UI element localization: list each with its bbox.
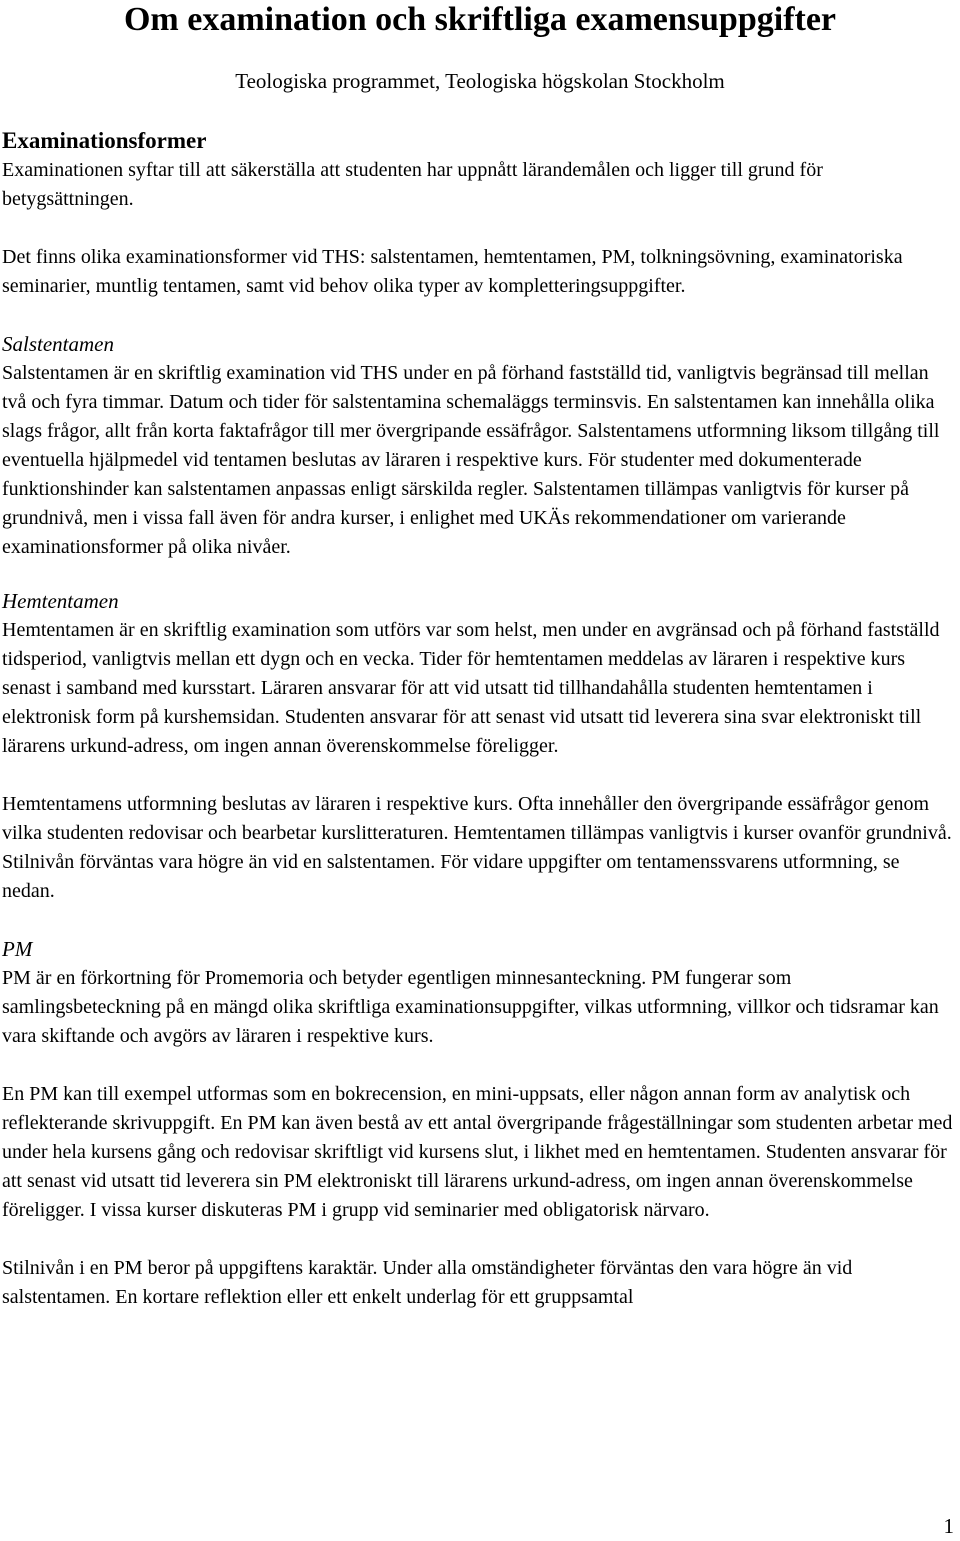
document-title: Om examination och skriftliga examensuppgifter — [123, 1, 837, 38]
paragraph-hemtentamen-1: Hemtentamen är en skriftlig examination som utförs var som helst, men under en avgränsad och på förhand fastställd tidsperiod, vanligtvis mellan ett dygn och en vecka. Tider för hemtentamen meddelas av läraren i respektive kurs senast i samband med kursstart. Läraren ansvarar för att vid utsatt tid tillhandahålla studenten hemtentamen i elektronisk form på kurshemsidan. Studenten ansvarar för att senast vid utsatt tid leverera sina svar elektroniskt till lärarens urkund-adress, om ingen annan överenskommelse föreligger. — [2, 619, 940, 757]
document-body — [2, 126, 954, 1312]
heading-salstentamen: Salstentamen — [2, 332, 114, 356]
paragraph-examinationsformer-2: Det finns olika examinationsformer vid THS: salstentamen, hemtentamen, PM, tolkningsövning, examinatoriska seminarier, muntlig tentamen, samt vid behov olika typer av kompletteringsuppgifter. — [2, 246, 903, 297]
paragraph-pm-3: Stilnivån i en PM beror på uppgiftens karaktär. Under alla omständigheter förväntas den vara högre än vid salstentamen. En kortare reflektion eller ett enkelt underlag för ett gruppsamtal — [2, 1257, 853, 1308]
paragraph-examinationsformer-1: Examinationen syftar till att säkerställa att studenten har uppnått lärandemålen och ligger till grund för betygsättningen. — [2, 159, 823, 210]
heading-hemtentamen: Hemtentamen — [2, 589, 119, 613]
heading-pm: PM — [2, 937, 33, 961]
paragraph-pm-2: En PM kan till exempel utformas som en bokrecension, en mini-uppsats, eller någon annan form av analytisk och reflekterande skrivuppgift. En PM kan även bestå av ett antal övergripande frågeställningar som studenten arbetar med under hela kursens gång och redovisar skriftligt vid kursens slut, i likhet med en hemtentamen. Studenten ansvarar för att senast vid utsatt tid leverera sin PM elektroniskt till lärarens urkund-adress, om ingen annan överenskommelse föreligger. I vissa kurser diskuteras PM i grupp vid seminarier med obligatorisk närvaro. — [2, 1083, 953, 1221]
paragraph-pm-1: PM är en förkortning för Promemoria och betyder egentligen minnesanteckning. PM fungerar som samlingsbeteckning på en mängd olika skriftliga examinationsuppgifter, vilkas utformning, villkor och tidsramar kan vara skiftande och avgörs av läraren i respektive kurs. — [2, 967, 939, 1047]
paragraph-hemtentamen-2: Hemtentamens utformning beslutas av läraren i respektive kurs. Ofta innehåller den övergripande essäfrågor genom vilka studenten redovisar och bearbetar kurslitteraturen. Hemtentamen tillämpas vanligtvis i kurser ovanför grundnivå. Stilnivån förväntas vara högre än vid en salstentamen. För vidare uppgifter om tentamenssvarens utformning, se nedan. — [2, 793, 952, 902]
paragraph-salstentamen-1: Salstentamen är en skriftlig examination vid THS under en på förhand fastställd tid, vanligtvis begränsad till mellan två och fyra timmar. Datum och tider för salstentamina schemaläggs terminsvis. En salstentamen kan innehålla olika slags frågor, allt från korta faktafrågor till mer övergripande essäfrågor. Salstentamens utformning liksom tillgång till eventuella hjälpmedel vid tentamen beslutas av läraren i respektive kurs. För studenter med dokumenterade funktionshinder kan salstentamen anpassas enligt särskilda regler. Salstentamen tillämpas vanligtvis för kurser på grundnivå, men i vissa fall även för andra kurser, i enlighet med UKÄs rekommendationer om varierande examinationsformer på olika nivåer. — [2, 362, 940, 558]
document-subtitle: Teologiska programmet, Teologiska högskolan Stockholm — [235, 69, 725, 93]
heading-examinationsformer: Examinationsformer — [2, 128, 207, 153]
page-number: 1 — [943, 1514, 954, 1538]
